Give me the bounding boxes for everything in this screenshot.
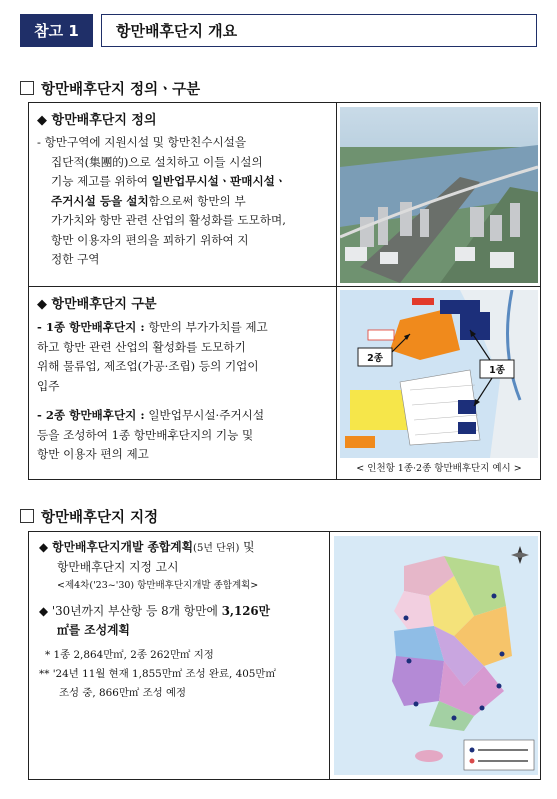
- classification-subtitle: ◆ 항만배후단지 구분: [37, 297, 157, 312]
- reference-header: [20, 14, 537, 47]
- definition-text: - 항만구역에 지원시설 및 항만친수시설을 집단적(集團的)으로 설치하고 이들 시설의 기능 제고를 위하여 일반업무시설ㆍ판매시설ㆍ 주거시설 등을 설치함으로써 항만의 부 가가치와 항만 관련 산업의 활성화를 도모하며, 항만 이용자의 편의을 꾀하기 위하여 지 정한 구역: [37, 135, 287, 266]
- type1-description: - 1종 항만배후단지 : 항만의 부가가치를 제고 하고 항만 관련 산업의 활성화를 도모하기 위해 물류업, 제조업(가공·조립) 등의 기업이 입주: [37, 320, 268, 393]
- type2-description: - 2종 항만배후단지 : 일반업무시설·주거시설 등을 조성하여 1종 항만배후단지의 기능 및 항만 이용자 편의 제고: [37, 408, 265, 461]
- port-aerial-photo: [340, 107, 538, 283]
- designation-text: ◆ 항만배후단지개발 종합계획(5년 단위) 및 항만배후단지 지정 고시 <제4차('23~'30) 항만배후단지개발 종합계획> ◆ '30년까지 부산항 등 8개 항만에 3,126만 ㎡를 조성계획 * 1종 2,864만㎡, 2종 262만㎡ 지정 ** '24년 11월 현재 1,855만㎡ 조성 완료, 405만㎡ 조성 중, 866만㎡ 조성 예정: [39, 540, 276, 699]
- section-heading-definition: 항만배후단지 정의ㆍ구분: [20, 78, 200, 99]
- section-heading-designation: 항만배후단지 지정: [20, 506, 158, 527]
- designation-table: [28, 531, 541, 780]
- checkbox-square-icon: [20, 81, 34, 95]
- page-title: 항만배후단지 개요: [101, 14, 537, 47]
- definition-table: [28, 102, 541, 480]
- incheon-port-zone-map: [340, 290, 538, 458]
- checkbox-square-icon: [20, 509, 34, 523]
- definition-subtitle: ◆ 항만배후단지 정의: [37, 113, 157, 128]
- korea-port-map: [334, 536, 538, 775]
- map-caption: < 인천항 1종·2종 항만배후단지 예시 >: [356, 463, 522, 474]
- zone1-label: 1종: [489, 365, 505, 376]
- zone2-label: 2종: [367, 353, 383, 364]
- reference-tag: 참고 1: [20, 14, 93, 47]
